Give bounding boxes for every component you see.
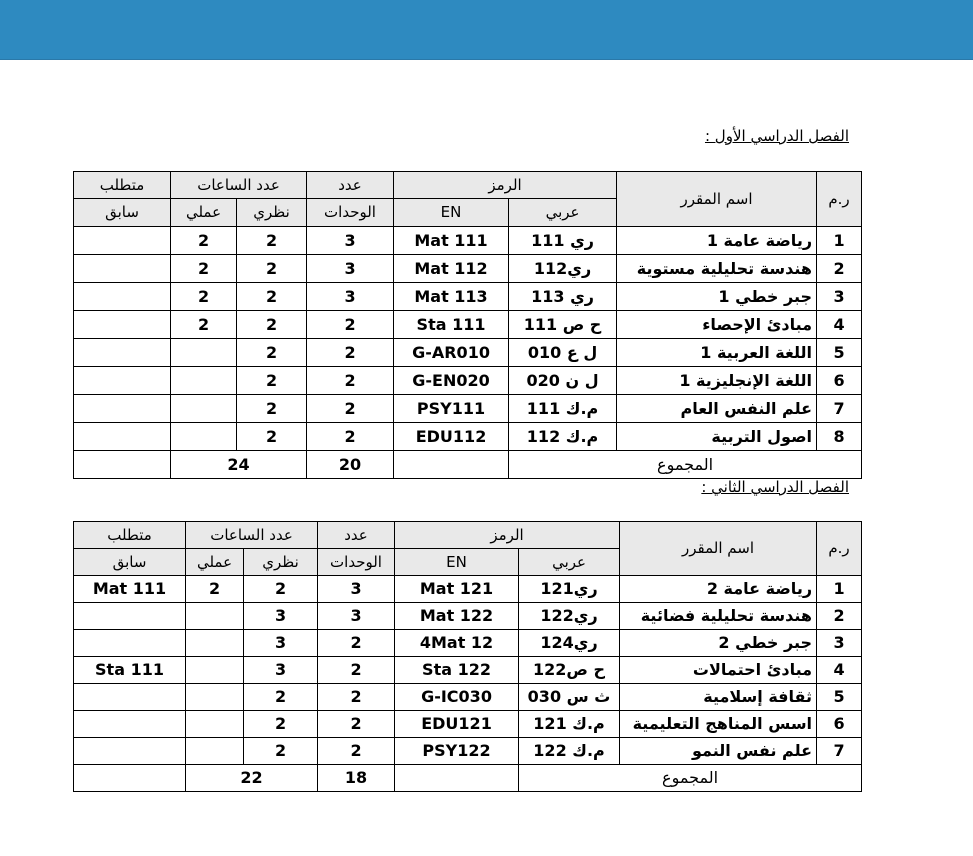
course-practical-hours [171, 423, 237, 451]
table-row [74, 423, 862, 451]
header-prereq-line1: متطلب [74, 172, 171, 199]
course-theory-hours: 3 [244, 657, 318, 684]
course-name: اصول التربية [617, 423, 817, 451]
course-code-en: PSY111 [394, 395, 509, 423]
header-prereq-line2: سابق [74, 549, 186, 576]
row-number: 2 [817, 603, 862, 630]
course-code-ar: ري124 [519, 630, 620, 657]
course-name: مبادئ احتمالات [620, 657, 817, 684]
course-theory-hours: 2 [244, 576, 318, 603]
course-name: هندسة تحليلية مستوية [617, 255, 817, 283]
course-practical-hours [186, 711, 244, 738]
course-name: علم نفس النمو [620, 738, 817, 765]
course-practical-hours [186, 630, 244, 657]
course-code-en: EDU121 [395, 711, 519, 738]
course-units: 2 [318, 684, 395, 711]
course-code-ar: ل ن 020 [509, 367, 617, 395]
row-number: 2 [817, 255, 862, 283]
row-number: 4 [817, 311, 862, 339]
header-prereq-line1: متطلب [74, 522, 186, 549]
course-prerequisite [74, 311, 171, 339]
table-row [74, 311, 862, 339]
course-units: 2 [307, 367, 394, 395]
course-units: 3 [307, 255, 394, 283]
course-units: 3 [318, 576, 395, 603]
course-prerequisite [74, 227, 171, 255]
row-number: 1 [817, 576, 862, 603]
course-code-en: G-EN020 [394, 367, 509, 395]
course-practical-hours: 2 [171, 227, 237, 255]
total-units: 18 [318, 765, 395, 792]
header-theory: نظري [244, 549, 318, 576]
semester2-table-header [74, 522, 862, 576]
header-theory: نظري [237, 199, 307, 227]
course-code-en: Sta 122 [395, 657, 519, 684]
course-code-en: Mat 121 [395, 576, 519, 603]
course-practical-hours: 2 [171, 255, 237, 283]
course-theory-hours: 2 [237, 367, 307, 395]
course-code-en: PSY122 [395, 738, 519, 765]
header-units-line2: الوحدات [307, 199, 394, 227]
total-label: المجموع [509, 451, 862, 479]
row-number: 6 [817, 367, 862, 395]
course-theory-hours: 3 [244, 630, 318, 657]
course-practical-hours [186, 657, 244, 684]
course-prerequisite [74, 630, 186, 657]
course-code-ar: ح ص122 [519, 657, 620, 684]
course-code-ar: ري 113 [509, 283, 617, 311]
course-code-ar: ري121 [519, 576, 620, 603]
table-row [74, 255, 862, 283]
course-units: 2 [307, 339, 394, 367]
total-hours: 22 [186, 765, 318, 792]
course-code-en: Mat 122 [395, 603, 519, 630]
semester1-body [74, 227, 862, 479]
course-code-ar: ح ص 111 [509, 311, 617, 339]
course-code-ar: ل ع 010 [509, 339, 617, 367]
course-units: 2 [318, 630, 395, 657]
course-code-ar: ري122 [519, 603, 620, 630]
course-code-en: EDU112 [394, 423, 509, 451]
row-number: 7 [817, 738, 862, 765]
course-code-en: Mat 113 [394, 283, 509, 311]
course-practical-hours [186, 684, 244, 711]
course-name: جبر خطي 1 [617, 283, 817, 311]
course-prerequisite [74, 423, 171, 451]
course-code-en: Sta 111 [394, 311, 509, 339]
course-code-en: G-IC030 [395, 684, 519, 711]
course-prerequisite [74, 283, 171, 311]
table-row [74, 367, 862, 395]
course-theory-hours: 3 [244, 603, 318, 630]
header-practical: عملي [171, 199, 237, 227]
table-row [74, 339, 862, 367]
course-code-en: Mat 112 [394, 255, 509, 283]
course-theory-hours: 2 [244, 711, 318, 738]
total-hours: 24 [171, 451, 307, 479]
course-name: مبادئ الإحصاء [617, 311, 817, 339]
table-row [74, 283, 862, 311]
course-name: هندسة تحليلية فضائية [620, 603, 817, 630]
header-code: الرمز [395, 522, 620, 549]
course-theory-hours: 2 [244, 684, 318, 711]
course-prerequisite: Mat 111 [74, 576, 186, 603]
course-practical-hours: 2 [186, 576, 244, 603]
course-theory-hours: 2 [244, 738, 318, 765]
header-code-en: EN [395, 549, 519, 576]
total-row [74, 451, 862, 479]
course-prerequisite [74, 684, 186, 711]
semester1-table-header [74, 172, 862, 227]
semester2-title: الفصل الدراسي الثاني : [701, 478, 849, 496]
course-units: 2 [318, 711, 395, 738]
course-theory-hours: 2 [237, 283, 307, 311]
header-course-name: اسم المقرر [620, 522, 817, 576]
course-units: 3 [307, 227, 394, 255]
course-prerequisite [74, 738, 186, 765]
row-number: 6 [817, 711, 862, 738]
course-units: 2 [307, 311, 394, 339]
course-prerequisite: Sta 111 [74, 657, 186, 684]
header-code-en: EN [394, 199, 509, 227]
course-code-ar: م.ك 111 [509, 395, 617, 423]
semester1-title: الفصل الدراسي الأول : [704, 127, 849, 145]
course-code-ar: م.ك 112 [509, 423, 617, 451]
course-name: اللغة العربية 1 [617, 339, 817, 367]
course-units: 2 [318, 657, 395, 684]
row-number: 5 [817, 684, 862, 711]
header-code: الرمز [394, 172, 617, 199]
header-units-line1: عدد [307, 172, 394, 199]
header-prereq-line2: سابق [74, 199, 171, 227]
course-practical-hours: 2 [171, 283, 237, 311]
course-name: اسس المناهج التعليمية [620, 711, 817, 738]
course-code-en: Mat 111 [394, 227, 509, 255]
row-number: 5 [817, 339, 862, 367]
total-blank-cell [394, 451, 509, 479]
table-row [74, 227, 862, 255]
row-number: 8 [817, 423, 862, 451]
header-code-ar: عربي [519, 549, 620, 576]
course-units: 2 [307, 423, 394, 451]
course-code-ar: ري 111 [509, 227, 617, 255]
table-row [74, 657, 862, 684]
table-row [74, 738, 862, 765]
course-theory-hours: 2 [237, 227, 307, 255]
course-practical-hours [186, 603, 244, 630]
top-header-bar [0, 0, 973, 60]
course-practical-hours: 2 [171, 311, 237, 339]
course-code-ar: م.ك 122 [519, 738, 620, 765]
course-prerequisite [74, 395, 171, 423]
course-theory-hours: 2 [237, 423, 307, 451]
course-code-ar: م.ك 121 [519, 711, 620, 738]
course-units: 2 [318, 738, 395, 765]
row-number: 1 [817, 227, 862, 255]
course-prerequisite [74, 339, 171, 367]
course-practical-hours [171, 367, 237, 395]
total-blank-cell [74, 765, 186, 792]
table-row [74, 576, 862, 603]
table-row [74, 603, 862, 630]
total-blank-cell [74, 451, 171, 479]
header-hours: عدد الساعات [171, 172, 307, 199]
course-name: جبر خطي 2 [620, 630, 817, 657]
table-row [74, 395, 862, 423]
course-name: رياضة عامة 1 [617, 227, 817, 255]
header-practical: عملي [186, 549, 244, 576]
header-code-ar: عربي [509, 199, 617, 227]
total-row [74, 765, 862, 792]
course-name: ثقافة إسلامية [620, 684, 817, 711]
header-course-name: اسم المقرر [617, 172, 817, 227]
course-code-ar: ري112 [509, 255, 617, 283]
semester2-table [73, 521, 862, 792]
row-number: 3 [817, 630, 862, 657]
course-theory-hours: 2 [237, 311, 307, 339]
total-blank-cell [395, 765, 519, 792]
course-code-en: 4Mat 12 [395, 630, 519, 657]
course-practical-hours [171, 395, 237, 423]
course-units: 2 [307, 395, 394, 423]
course-theory-hours: 2 [237, 255, 307, 283]
total-units: 20 [307, 451, 394, 479]
header-hours: عدد الساعات [186, 522, 318, 549]
table-row [74, 630, 862, 657]
course-name: اللغة الإنجليزية 1 [617, 367, 817, 395]
semester2-body [74, 576, 862, 792]
table-row [74, 684, 862, 711]
course-name: علم النفس العام [617, 395, 817, 423]
course-practical-hours [171, 339, 237, 367]
course-prerequisite [74, 367, 171, 395]
header-units-line2: الوحدات [318, 549, 395, 576]
course-units: 3 [318, 603, 395, 630]
course-name: رياضة عامة 2 [620, 576, 817, 603]
total-label: المجموع [519, 765, 862, 792]
course-prerequisite [74, 711, 186, 738]
course-theory-hours: 2 [237, 339, 307, 367]
header-units-line1: عدد [318, 522, 395, 549]
row-number: 3 [817, 283, 862, 311]
course-units: 3 [307, 283, 394, 311]
course-prerequisite [74, 603, 186, 630]
row-number: 7 [817, 395, 862, 423]
course-prerequisite [74, 255, 171, 283]
course-practical-hours [186, 738, 244, 765]
header-num: ر.م [817, 522, 862, 576]
header-num: ر.م [817, 172, 862, 227]
course-code-ar: ث س 030 [519, 684, 620, 711]
course-theory-hours: 2 [237, 395, 307, 423]
table-row [74, 711, 862, 738]
row-number: 4 [817, 657, 862, 684]
semester1-table [73, 171, 862, 479]
course-code-en: G-AR010 [394, 339, 509, 367]
